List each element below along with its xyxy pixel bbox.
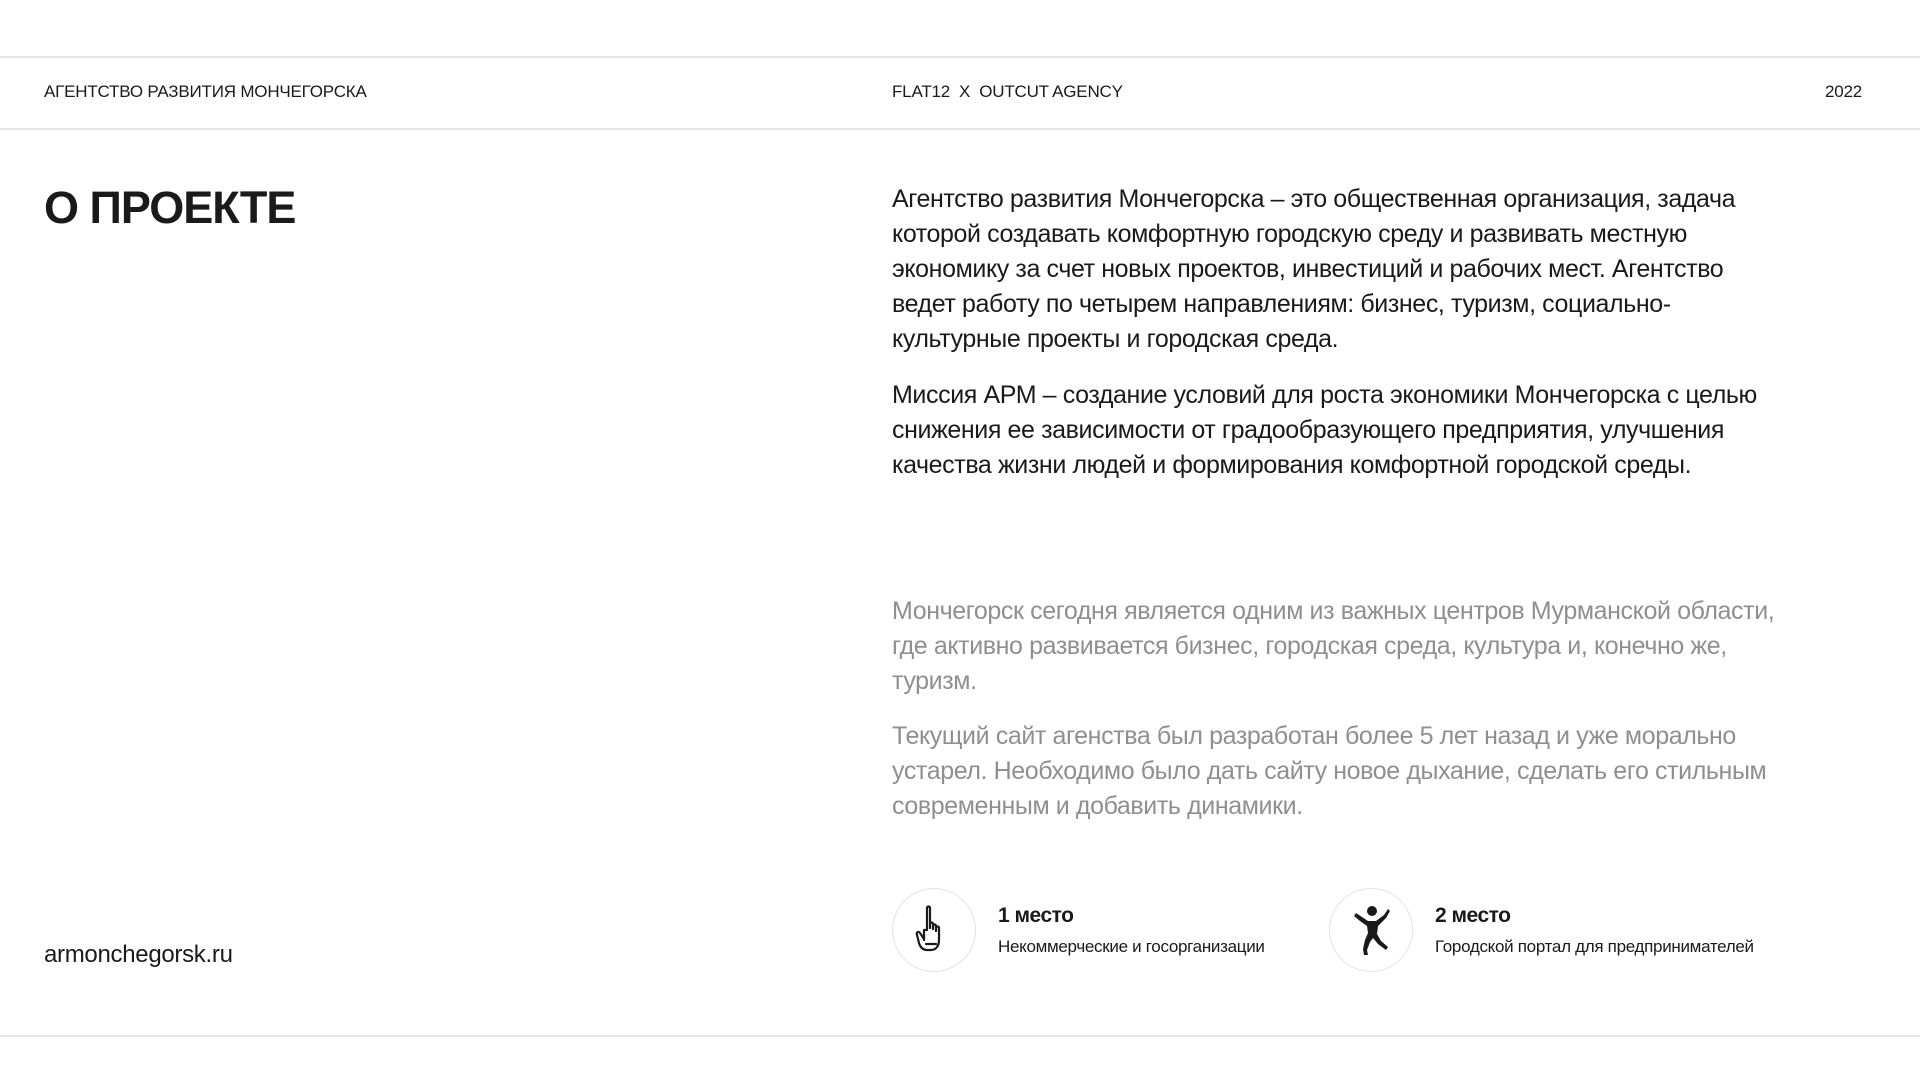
dancing-figure-icon [1329,888,1413,972]
award-first-place [892,888,1265,972]
description-paragraph: Агентство развития Мончегорска – это общественная организация, задача которой создавать комфортную городскую среду и развивать местную экономику за счет новых проектов, инвестиций и рабочих мест. Агентство ведет работу по четырем направлениям: бизнес, туризм, социально-культурные проекты и городская среда. [892,185,1736,353]
bottom-divider [0,1035,1920,1037]
top-divider [0,56,1920,58]
award-second-place [1329,888,1754,972]
header-collaboration: FLAT12 X OUTCUT AGENCY [892,82,1123,101]
header-agency-name: АГЕНТСТВО РАЗВИТИЯ МОНЧЕГОРСКА [44,82,367,101]
section-title: О ПРОЕКТЕ [44,182,296,233]
pointing-hand-icon [892,888,976,972]
context-paragraph: Мончегорск сегодня является одним из важных центров Мурманской области, где активно развивается бизнес, городская среда, культура и, конечно же, туризм. [892,597,1775,695]
header-divider [0,128,1920,130]
award-category: Некоммерческие и госорганизации [998,937,1265,956]
award-category: Городской портал для предпринимателей [1435,937,1754,956]
mission-paragraph: Миссия АРМ – создание условий для роста экономики Мончегорска с целью снижения ее зависимости от градообразующего предприятия, улучшения качества жизни людей и формирования комфортной городской среды. [892,381,1757,479]
award-place: 1 место [998,904,1074,927]
award-place: 2 место [1435,904,1511,927]
header-year: 2022 [1824,82,1862,101]
goal-paragraph: Текущий сайт агенства был разработан более 5 лет назад и уже морально устарел. Необходимо было дать сайту новое дыхание, сделать его стильным современным и добавить динамики. [892,722,1767,820]
site-link[interactable]: armonchegorsk.ru [44,941,233,968]
